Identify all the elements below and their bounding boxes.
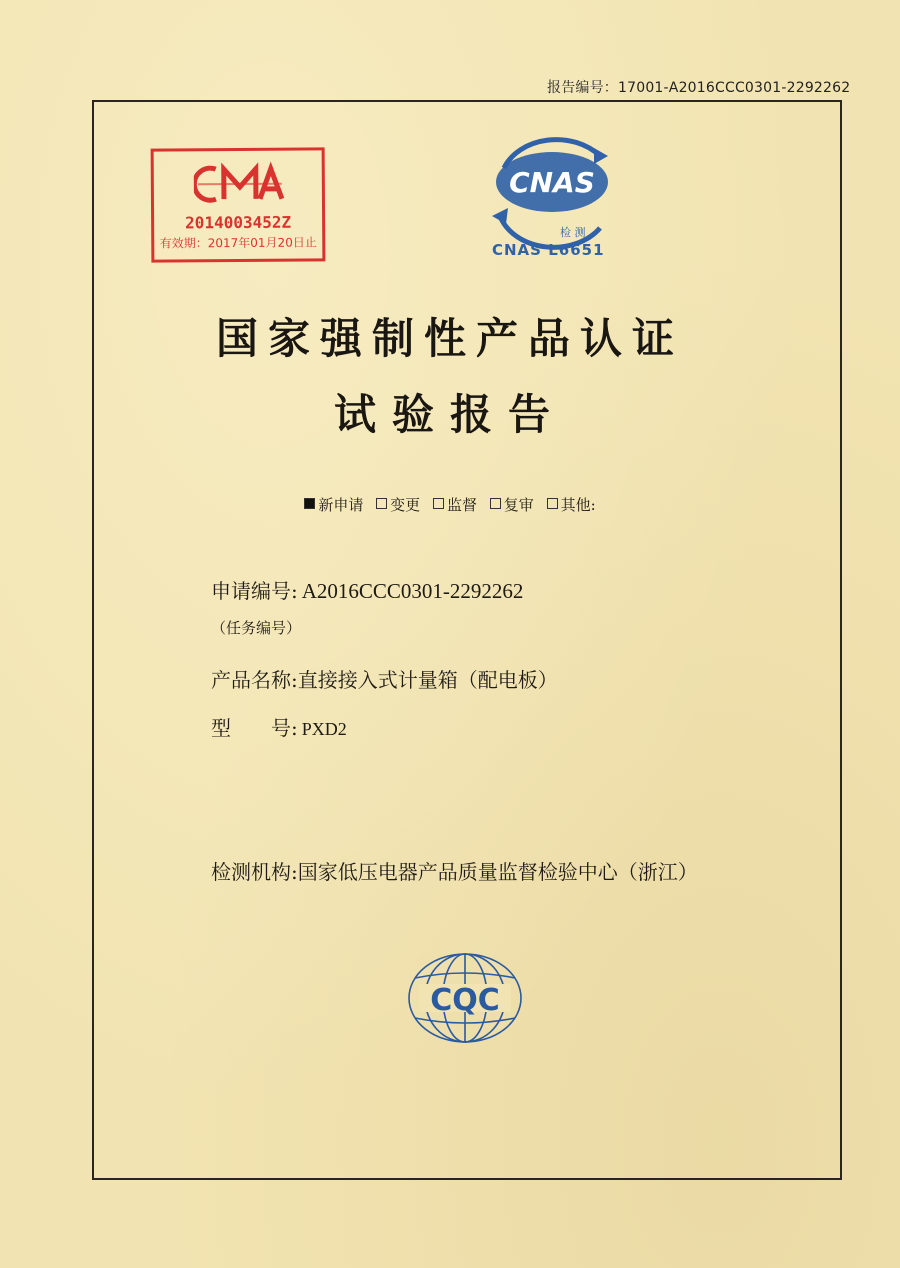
cma-code: 2014003452Z [185, 212, 292, 233]
application-number-value: A2016CCC0301-2292262 [301, 579, 524, 603]
report-title: 国家强制性产品认证 [215, 314, 684, 363]
cnas-logo-text: CNAS [509, 166, 595, 199]
checkbox-label: 变更 [390, 496, 421, 514]
checkbox-label: 复审 [503, 496, 534, 514]
product-name-field [211, 664, 558, 693]
cma-stamp [151, 147, 326, 262]
model-field [211, 712, 347, 741]
unchecked-box-icon [376, 498, 387, 509]
testing-lab-label: 检测机构: [211, 860, 298, 884]
checkbox-label: 新申请 [318, 496, 364, 514]
checkbox-supervision [433, 496, 477, 514]
model-value: PXD2 [301, 719, 347, 739]
testing-lab-value: 国家低压电器产品质量监督检验中心（浙江） [297, 860, 698, 884]
unchecked-box-icon [490, 498, 501, 509]
cma-mark-icon [194, 161, 286, 208]
checkbox-change [376, 496, 420, 514]
cnas-id: CNAS L6651 [492, 241, 605, 259]
application-number-label: 申请编号: [211, 579, 298, 603]
report-number: 报告编号：17001-A2016CCC0301-2292262 [547, 80, 851, 96]
checkbox-other [547, 496, 596, 514]
checkbox-new-application [304, 496, 363, 514]
task-number-label: （任务编号） [211, 619, 302, 637]
checkbox-label: 其他: [560, 496, 596, 514]
cnas-sub-label: 检 测 [560, 226, 586, 239]
model-label: 型 号: [211, 716, 298, 740]
checkbox-review [490, 496, 534, 514]
cqc-logo-text: CQC [430, 983, 500, 1018]
unchecked-box-icon [433, 498, 444, 509]
checkbox-label: 监督 [446, 496, 477, 514]
cqc-logo-icon [405, 950, 525, 1046]
product-name-label: 产品名称: [211, 668, 298, 692]
application-type-row [0, 494, 900, 515]
checked-box-icon [304, 498, 315, 509]
testing-lab-field [211, 856, 698, 885]
product-name-value: 直接接入式计量箱（配电板） [297, 668, 558, 692]
cma-validity: 有效期：2017年01月20日止 [159, 235, 317, 251]
application-number-field [211, 575, 523, 604]
unchecked-box-icon [547, 498, 558, 509]
report-subtitle: 试验报告 [333, 390, 566, 439]
